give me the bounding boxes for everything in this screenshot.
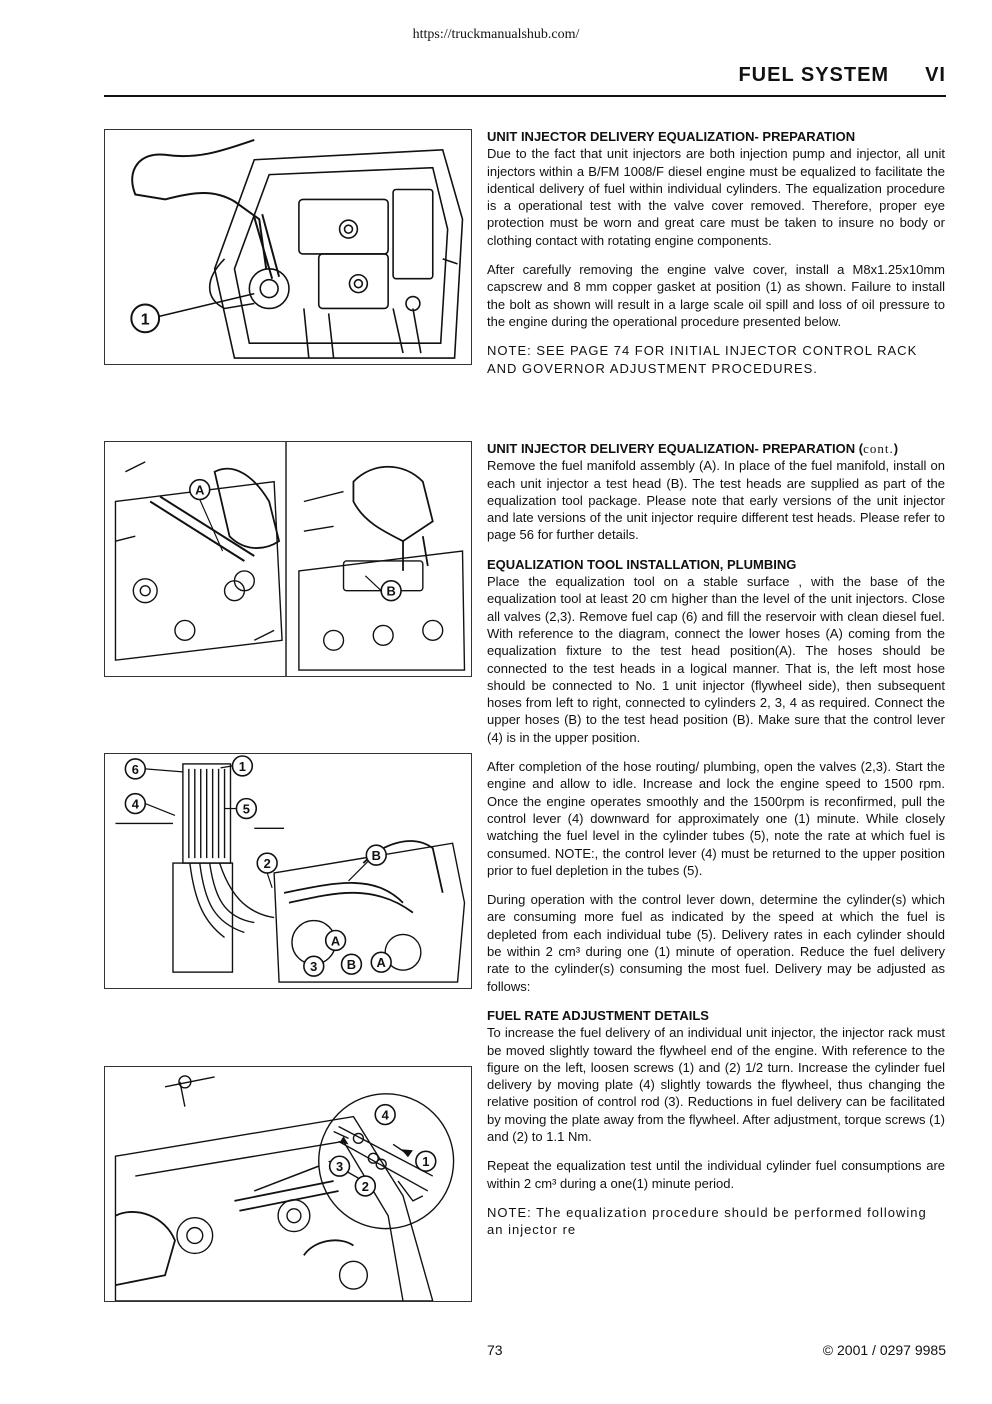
heading-text: UNIT INJECTOR DELIVERY EQUALIZATION- PREPARATION (	[487, 441, 864, 456]
section-heading: EQUALIZATION TOOL INSTALLATION, PLUMBING	[487, 556, 797, 572]
paragraph: Repeat the equalization test until the individual cylinder fuel consumptions are within 2 cm³ during a one(1) minute period.	[487, 1158, 945, 1191]
paragraph: During operation with the control lever down, determine the cylinder(s) which are consuming more fuel as indicated by the speed at which the fuel is depleted from each individual tube (5). Delivery rates in each cylinder should be within 2 cm³ during one (1) minute of operation. Reduce the fuel delivery rate to the cylinder(s) consuming the most fuel. Delivery may be adjusted as follows:	[487, 892, 945, 994]
source-url: https://truckmanualshub.com/	[412, 27, 580, 42]
paragraph: Due to the fact that unit injectors are both injection pump and injector, all unit injectors within a B/FM 1008/F diesel engine must be equalized to facilitate the identical delivery of fuel within individual cylinders. The equalization procedure is a operational test with the valve cover removed. Therefore, proper eye protection must be worn and great care must be taken to insure no body or clothing contact with rotating engine components.	[487, 146, 945, 248]
paragraph: To increase the fuel delivery of an individual unit injector, the injector rack must be moved slightly toward the flywheel end of the engine. With reference to the figure on the left, loosen screws (1) and (2) 1/2 turn. Increase the cylinder fuel delivery by moving plate (4) slightly towards the flywheel, thus changing the relative position of control rod (3). Reductions in fuel delivery can be facilitated by moving the plate away from the flywheel. After adjustment, torque screws (1) and (2) to 1.1 Nm.	[487, 1025, 945, 1144]
callout-1: 1	[140, 311, 150, 329]
figure-equalization-tool-drawing	[105, 754, 471, 988]
callout-2: 2	[263, 856, 271, 872]
callout-1: 1	[238, 758, 246, 774]
note: NOTE: The equalization procedure should be performed following an injector re	[487, 1204, 927, 1238]
section-heading: FUEL RATE ADJUSTMENT DETAILS	[487, 1007, 709, 1023]
paragraph: After carefully removing the engine valve cover, install a M8x1.25x10mm capscrew and 8 mm copper gasket at position (1) as shown. Failure to install the bolt as shown will result in a large scale oil spill and loss of oil pressure to the engine during the operational procedure presented below.	[487, 262, 945, 329]
section-preparation-cont	[487, 440, 945, 1250]
page-header	[738, 64, 946, 87]
copyright: © 2001 / 0297 9985	[822, 1342, 946, 1358]
note: NOTE: SEE PAGE 74 FOR INITIAL INJECTOR CONTROL RACK AND GOVERNOR ADJUSTMENT PROCEDURES.	[487, 343, 918, 376]
callout-6: 6	[131, 761, 139, 777]
callout-a-lower: A	[376, 955, 386, 971]
figure-test-head-install	[104, 441, 472, 677]
callout-5: 5	[242, 801, 250, 817]
figure-equalization-tool	[104, 753, 472, 989]
figure-test-head-drawing	[105, 442, 471, 676]
callout-3: 3	[310, 959, 318, 975]
page-title: FUEL SYSTEM	[738, 64, 890, 86]
section-heading	[487, 440, 945, 457]
page-number: 73	[487, 1342, 503, 1358]
callout-b: B	[386, 583, 396, 599]
paragraph: Place the equalization tool on a stable surface , with the base of the equalization tool at least 20 cm higher than the level of the unit injectors. Close all valves (2,3). Remove fuel cap (6) and fill the reservoir with clean diesel fuel. With reference to the diagram, connect the lower hoses (A) coming from the equalization fixture to the test head position(A). The hoses should be connected to the test heads in a logical manner. That is, the left most hose should be connected to No. 1 unit injector (flywheel side), then subsequent hoses from left to right, connected to cylinders 2, 3, 4 as required. Connect the upper hoses (B) to the test head position (B). Make sure that the control lever (4) is in the upper position.	[487, 574, 945, 745]
figure-capscrew-drawing	[105, 130, 471, 364]
callout-4: 4	[131, 796, 139, 812]
paragraph: Remove the fuel manifold assembly (A). In place of the fuel manifold, install on each unit injector a test head (B). The test heads are supplied as part of the equalization tool package. Please note that early versions of the unit injector and late versions of the unit injector require different test heads. Please refer to page 56 for further details.	[487, 458, 945, 543]
header-rule	[104, 95, 946, 97]
callout-b-lower: B	[346, 957, 357, 973]
figure-fuel-rate-drawing	[105, 1067, 471, 1301]
section-heading: UNIT INJECTOR DELIVERY EQUALIZATION- PREPARATION	[487, 129, 856, 144]
heading-cont: cont.	[863, 441, 894, 456]
figure-capscrew-install	[104, 129, 472, 365]
section-number: VI	[925, 64, 946, 86]
callout-b-upper: B	[371, 848, 381, 864]
section-preparation	[487, 128, 945, 389]
callout-a: A	[195, 482, 205, 498]
paragraph: After completion of the hose routing/ plumbing, open the valves (2,3). Start the engine and allow to idle. Increase and lock the engine speed to 1500 rpm. Once the engine operates smoothly and the 1500rpm is reconfirmed, pull the control lever (4) downward for approximately one (1) minute. While closely watching the fuel level in the cylinder tubes (5), note the rate at which fuel is consumed. NOTE:, the control lever (4) must be returned to the upper position prior to fuel depletion in the tubes (5).	[487, 759, 945, 878]
figure-fuel-rate-adjustment	[104, 1066, 472, 1302]
callout-4: 4	[381, 1107, 389, 1123]
callout-3: 3	[335, 1159, 344, 1175]
callout-1: 1	[422, 1154, 430, 1170]
callout-a-upper: A	[330, 933, 341, 949]
heading-end: )	[893, 441, 899, 456]
callout-2: 2	[361, 1178, 369, 1194]
